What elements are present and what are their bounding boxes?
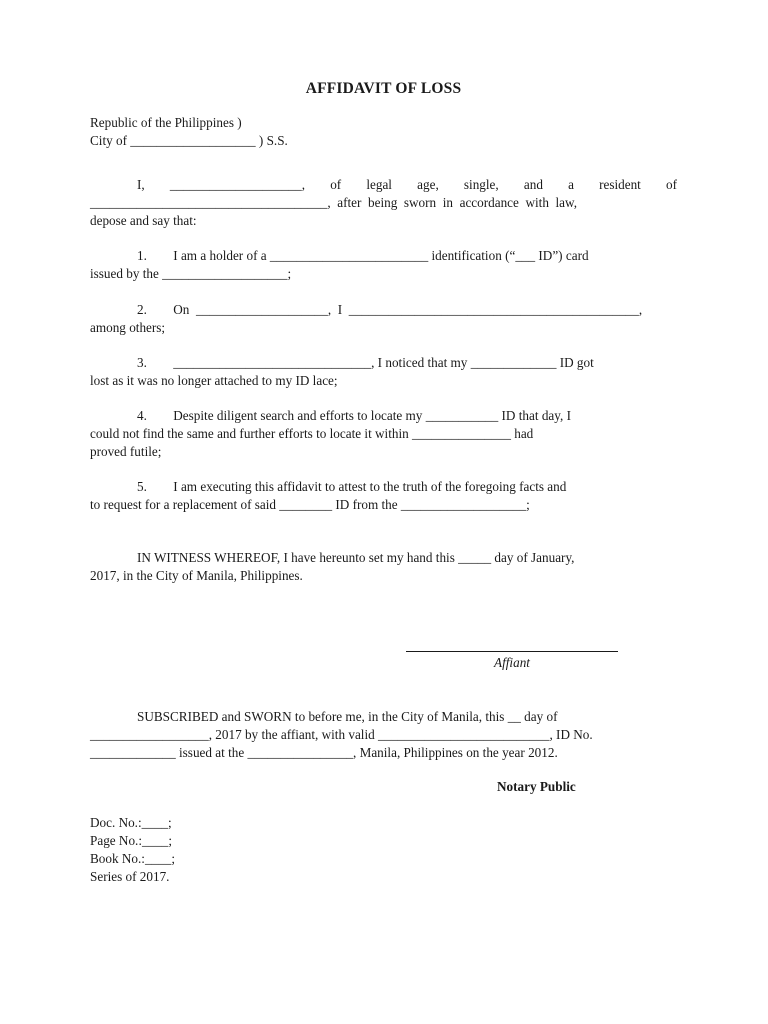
item-1-line-2: issued by the ___________________; [90, 266, 292, 281]
item-5-line-1: 5. I am executing this affidavit to attest to the truth of the foregoing facts and [137, 479, 567, 494]
intro-word: a [568, 177, 574, 192]
book-number: Book No.:____; [90, 851, 175, 866]
notary-public-label: Notary Public [497, 779, 576, 794]
item-3-line-2: lost as it was no longer attached to my ID lace; [90, 373, 338, 388]
intro-word: ____________________, [169, 177, 306, 192]
intro-line-3: depose and say that: [90, 213, 197, 228]
series-year: Series of 2017. [90, 869, 170, 884]
intro-line-1 [137, 176, 677, 194]
item-2-line-2: among others; [90, 320, 166, 335]
doc-number: Doc. No.:____; [90, 815, 172, 830]
item-4-line-2: could not find the same and further efforts to locate it within _______________ had [90, 426, 534, 441]
witness-line-2: 2017, in the City of Manila, Philippines. [90, 568, 303, 583]
page-number: Page No.:____; [90, 833, 173, 848]
intro-word: single, [463, 177, 499, 192]
intro-word: resident [599, 177, 641, 192]
item-1-line-1: 1. I am a holder of a ________________________ identification (“___ ID”) card [137, 248, 589, 263]
item-3-line-1: 3. ______________________________, I noticed that my _____________ ID got [137, 355, 594, 370]
affiant-signature-line [406, 651, 618, 652]
item-5-line-2: to request for a replacement of said ________ ID from the ___________________; [90, 497, 530, 512]
witness-line-1: IN WITNESS WHEREOF, I have hereunto set my hand this _____ day of January, [137, 550, 575, 565]
affiant-label: Affiant [494, 655, 530, 670]
jurat-line-3: _____________ issued at the ________________, Manila, Philippines on the year 2012. [90, 745, 558, 760]
intro-word: and [523, 177, 543, 192]
item-2-line-1: 2. On ____________________, I ____________________________________________, [137, 302, 643, 317]
intro-word: age, [417, 177, 439, 192]
intro-word: of [330, 177, 342, 192]
item-4-line-1: 4. Despite diligent search and efforts to locate my ___________ ID that day, I [137, 408, 571, 423]
intro-word: of [666, 177, 677, 192]
intro-word: I, [137, 177, 145, 192]
intro-line-2: ____________________________________, after being sworn in accordance with law, [90, 195, 577, 210]
document-title: AFFIDAVIT OF LOSS [305, 80, 462, 97]
jurat-line-2: __________________, 2017 by the affiant, with valid __________________________, ID No. [90, 727, 593, 742]
intro-word: legal [366, 177, 392, 192]
item-4-line-3: proved futile; [90, 444, 162, 459]
venue-republic: Republic of the Philippines ) [90, 115, 242, 130]
venue-city: City of ___________________ ) S.S. [90, 133, 288, 148]
affidavit-page [90, 0, 677, 1024]
jurat-line-1: SUBSCRIBED and SWORN to before me, in the City of Manila, this __ day of [137, 709, 558, 724]
